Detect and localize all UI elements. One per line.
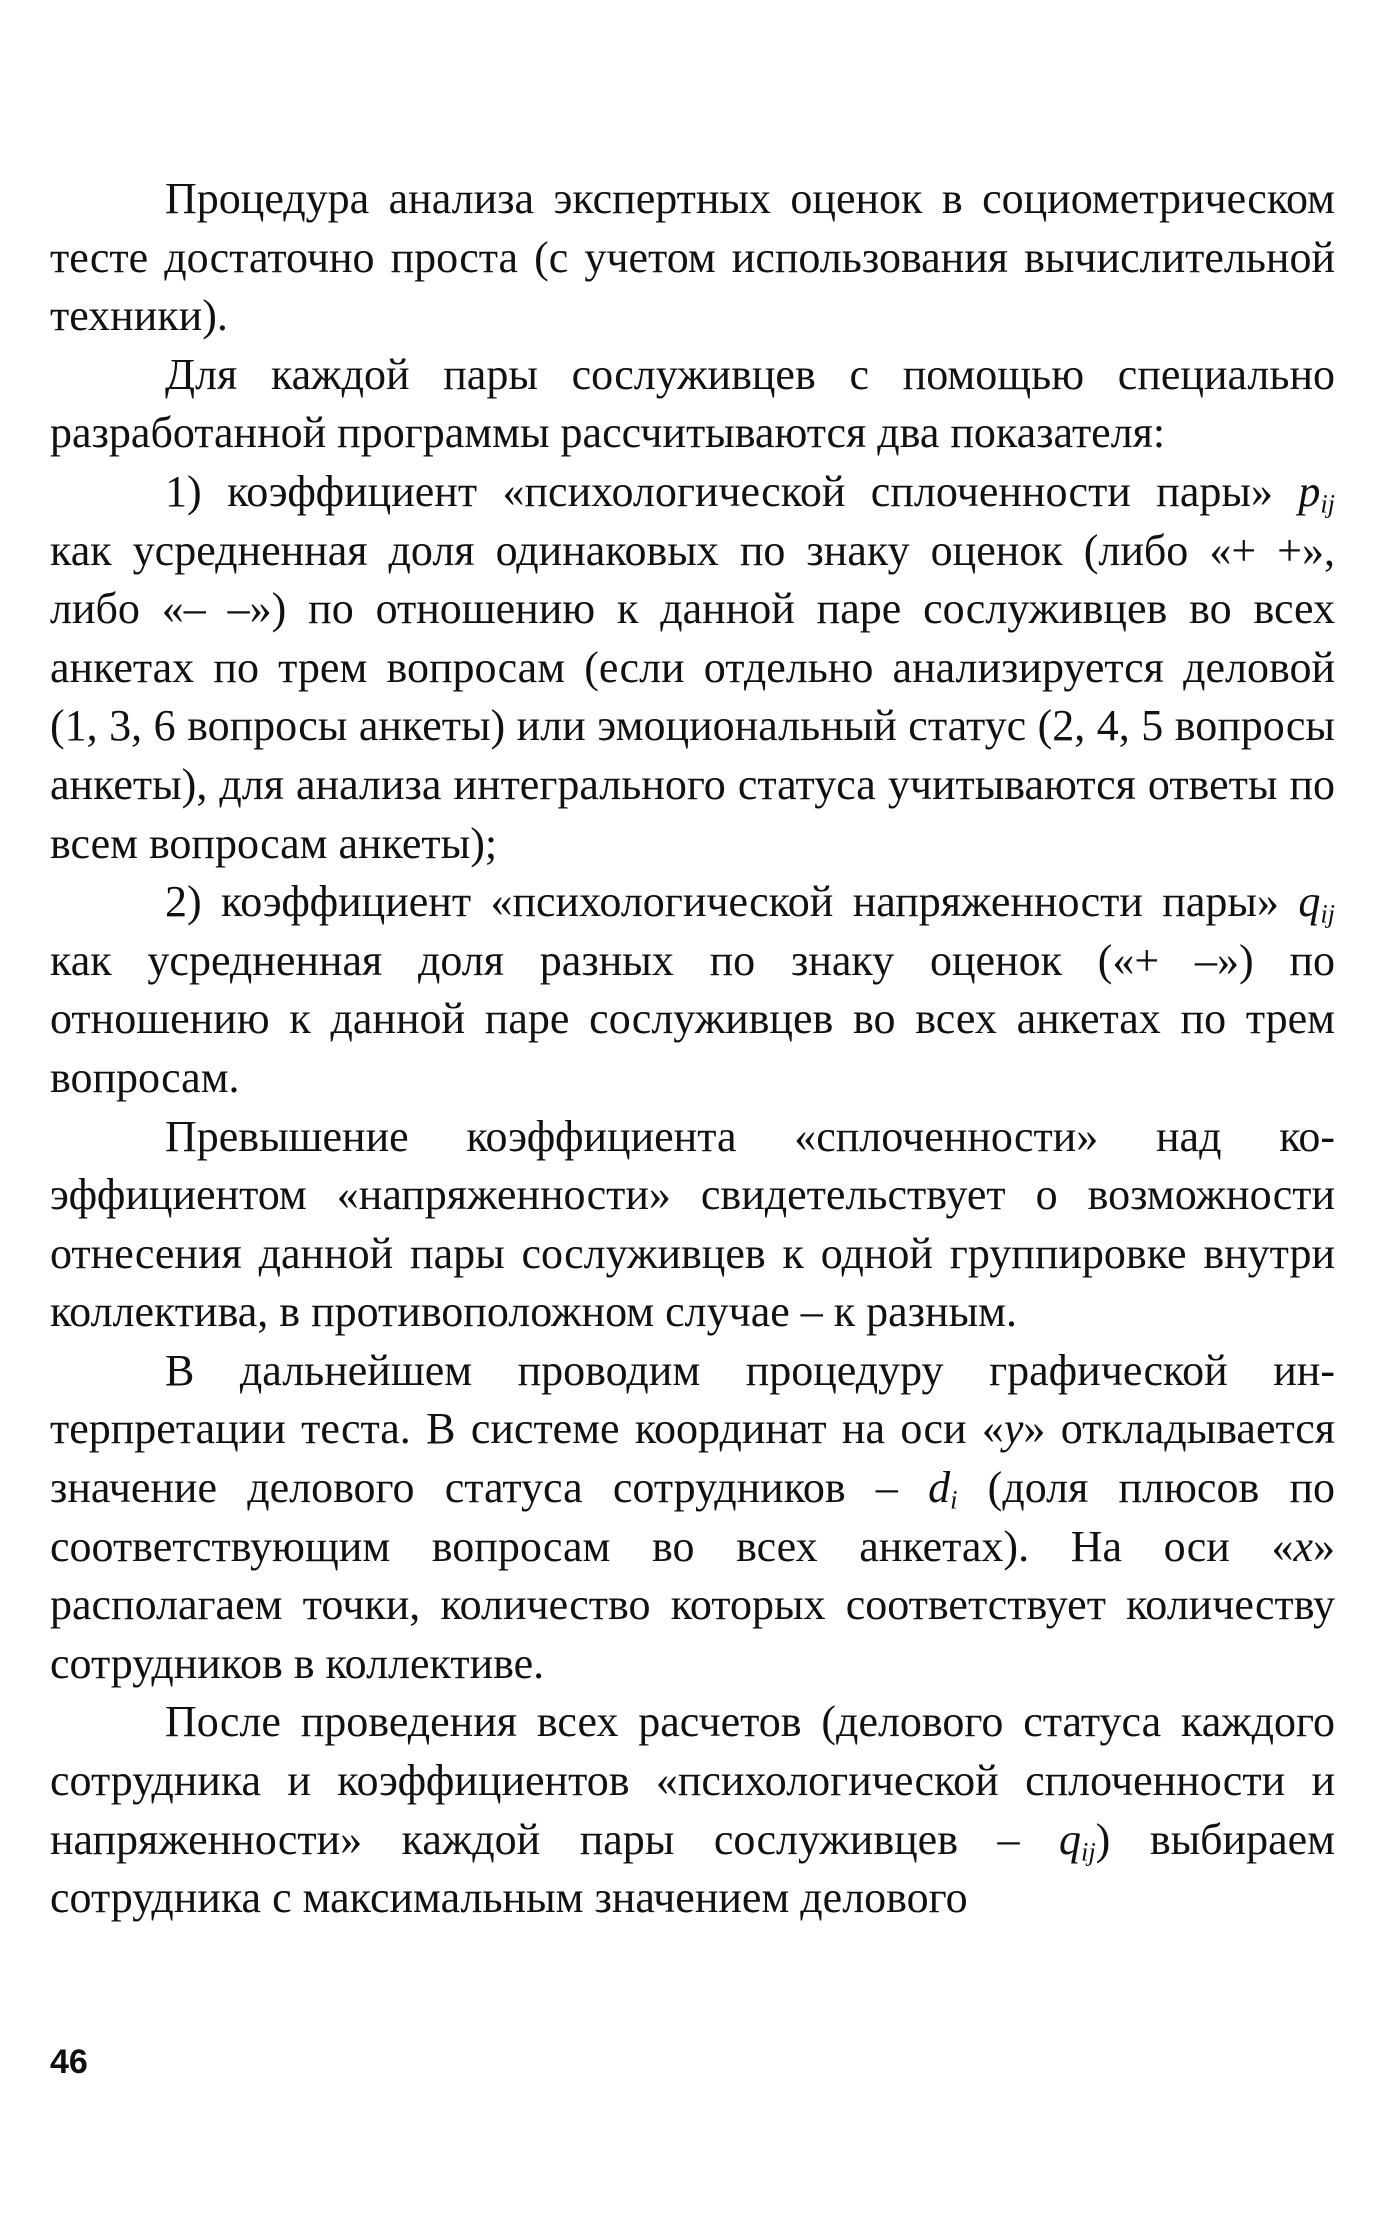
p4-var-q: q bbox=[1298, 877, 1321, 927]
p7-var-q: q bbox=[1058, 1814, 1081, 1864]
p3-sub-ij: ij bbox=[1320, 488, 1335, 519]
p4-rest: как усредненная доля разных по знаку оценок («+ –») по отношению к данной паре сослуживцев во всех анкетах по трем вопросам. bbox=[50, 935, 1335, 1102]
paragraph-1: Процедура анализа экспертных оценок в социометрическом тесте достаточно проста (с учетом использования вычислительной техники). bbox=[50, 174, 1335, 341]
p7-sub-ij: ij bbox=[1080, 1836, 1096, 1867]
page-number: 46 bbox=[50, 2043, 88, 2081]
paragraph-2: Для каждой пары сослуживцев с помощью специально разработанной программы рассчитываются два показателя: bbox=[50, 349, 1335, 458]
document-body bbox=[50, 170, 1335, 1928]
p6-part-4: » располагаем точки, количество которых соответствует количеству сотрудников в коллективе. bbox=[50, 1521, 1335, 1688]
p4-sub-ij: ij bbox=[1320, 898, 1335, 929]
paragraph-3-cohesion-coefficient bbox=[50, 463, 1335, 873]
p3-rest: как усредненная доля одинаковых по знаку оценок (либо «+ +», либо «– –») по отношению к данной паре сослуживцев во всех анкетах по трем вопросам (если отдельно анализируется деловой (1, 3, 6 вопросы анкеты) или эмоциональный статус (2, 4, 5 вопросы анкеты), для анализа интегрального статуса учитываются ответы по всем вопросам анкеты); bbox=[50, 525, 1335, 868]
paragraph-5: Превышение коэффициента «сплоченности» над коэффициентом «напряженности» свидетельствует о возможности отнесения данной пары сослуживцев к одной группировке внутри коллектива, в противоположном случае – к разным. bbox=[50, 1111, 1335, 1337]
p6-var-x: x bbox=[1293, 1521, 1313, 1571]
paragraph-4-tension-coefficient bbox=[50, 873, 1335, 1107]
p6-part-1: В дальнейшем проводим процедуру графической интерпретации теста. В системе координат на оси « bbox=[50, 1345, 1335, 1454]
p6-part-2: » откладывается значение делового статуса сотрудников – bbox=[50, 1404, 1335, 1513]
p3-lead: 1) коэффициент «психологической сплоченности пары» bbox=[165, 466, 1299, 516]
p6-var-d: d bbox=[928, 1463, 951, 1513]
p6-sub-i: i bbox=[950, 1484, 958, 1515]
p7-part-2: ) выбираем сотрудника с максимальным значением делового bbox=[50, 1814, 1335, 1923]
p4-lead: 2) коэффициент «психологической напряженности пары» bbox=[165, 877, 1299, 927]
p3-var-p: p bbox=[1298, 466, 1321, 516]
p6-var-y: y bbox=[1003, 1404, 1024, 1454]
p6-part-3: (доля плюсов по соответствующим вопросам во всех анкетах). На оси « bbox=[50, 1463, 1335, 1571]
paragraph-6-graphic-interpretation bbox=[50, 1342, 1335, 1694]
p7-part-1: После проведения всех расчетов (делового статуса каждого сотрудника и коэффициентов «психологической сплоченности и напряженности» каждой пары сослуживцев – bbox=[50, 1697, 1335, 1864]
paragraph-7 bbox=[50, 1693, 1335, 1927]
